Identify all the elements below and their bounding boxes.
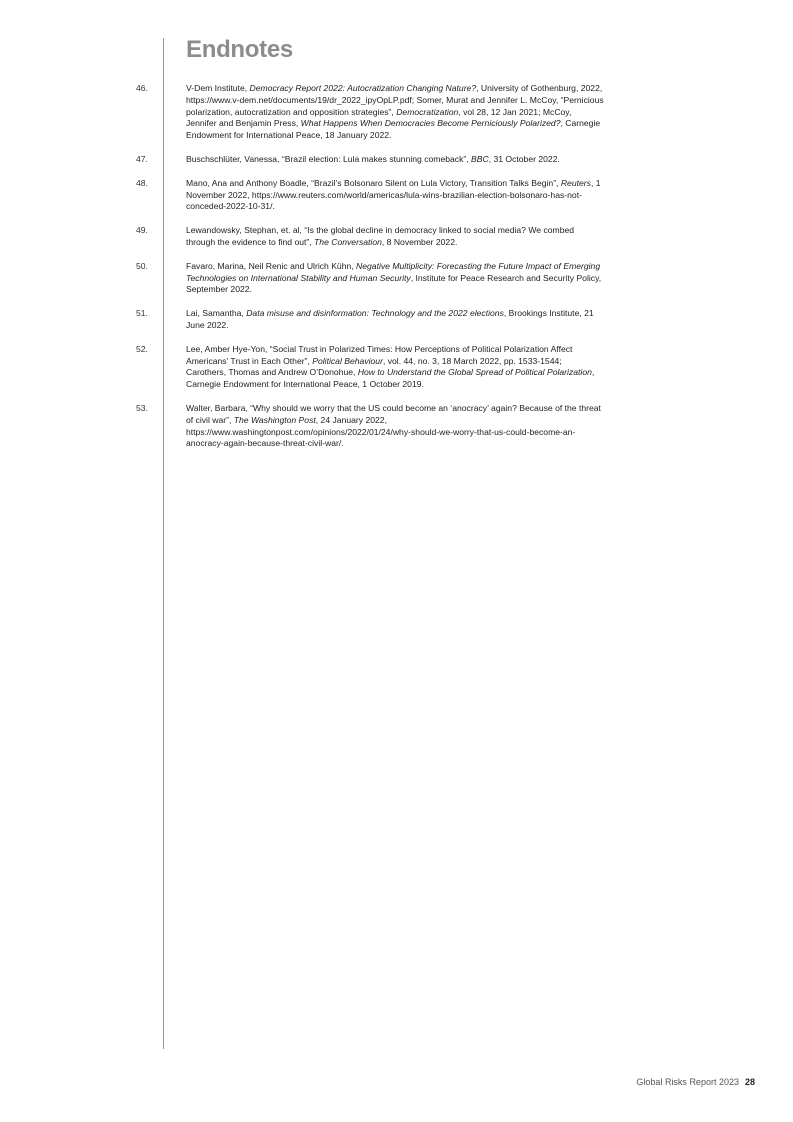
endnote-item: [0, 308, 793, 332]
endnote-segment: , 1 November 2022, https://www.reuters.com/world/americas/lula-wins-brazilian-election-bolsonaro-has-not-conceded-2022-10-31/.: [186, 177, 601, 212]
page-footer: [636, 1076, 755, 1088]
endnote-item: [0, 225, 793, 249]
endnote-number: 47.: [136, 153, 148, 164]
endnote-segment: , University of Gothenburg, 2022, https://www.v-dem.net/documents/19/dr_2022_ipyOpLP.pdf; Somer, Murat and Jennifer L. McCoy, “Pernicious polarization, autocratization and opposition strategies”,: [186, 83, 604, 117]
endnote-segment: , vol 28, 12 Jan 2021; McCoy, Jennifer and Benjamin Press,: [186, 106, 572, 129]
endnote-item: [0, 154, 793, 166]
endnote-segment: V-Dem Institute,: [186, 83, 250, 93]
endnote-number: 52.: [136, 343, 148, 354]
endnote-italic-segment: The Conversation: [314, 236, 382, 247]
endnote-italic-segment: Data misuse and disinformation: Technology and the 2022 elections: [246, 308, 504, 319]
footer-report-name: Global Risks Report 2023: [636, 1077, 739, 1087]
endnote-item: [0, 261, 793, 296]
endnotes-list: [0, 83, 793, 462]
endnote-italic-segment: Democratization: [396, 106, 459, 117]
endnote-italic-segment: Negative Multiplicity: Forecasting the Future Impact of Emerging Technologies on International Stability and Human Security: [186, 260, 601, 283]
endnote-segment: Walter, Barbara, “Why should we worry that the US could become an ‘anocracy’ again? Because of the threat of civil war”,: [186, 402, 601, 425]
endnote-text: [186, 154, 604, 166]
endnote-segment: , Brookings Institute, 21 June 2022.: [186, 308, 594, 330]
endnote-italic-segment: The Washington Post: [233, 414, 316, 425]
footer-page-number: 28: [744, 1077, 755, 1087]
endnote-segment: , 31 October 2022.: [488, 153, 560, 164]
endnote-segment: , Carnegie Endowment for International Peace, 18 January 2022.: [186, 118, 601, 141]
endnote-number: 46.: [136, 83, 148, 93]
endnote-italic-segment: Reuters: [560, 177, 591, 188]
endnote-segment: , 24 January 2022, https://www.washingtonpost.com/opinions/2022/01/24/why-should-we-worry-that-us-could-become-an-anocracy-again-because-threat-civil-war/.: [186, 414, 576, 449]
endnote-segment: Lee, Amber Hye-Yon, “Social Trust in Polarized Times: How Perceptions of Political Polarization Affect Americans’ Trust in Each Other”,: [186, 343, 573, 366]
endnote-number: 51.: [136, 308, 148, 319]
endnote-segment: Lewandowsky, Stephan, et. al, “Is the global decline in democracy linked to social media? We combed through the evidence to find out”,: [186, 225, 575, 247]
endnote-item: [0, 403, 793, 450]
endnote-text: [186, 344, 604, 391]
endnote-italic-segment: Political Behaviour: [312, 355, 383, 366]
endnote-number: 50.: [136, 260, 148, 271]
endnote-number: 48.: [136, 177, 148, 188]
endnote-text: [186, 225, 604, 249]
endnote-segment: , Carnegie Endowment for International Peace, 1 October 2019.: [186, 367, 595, 390]
endnote-item: [0, 344, 793, 391]
endnote-text: [186, 308, 604, 332]
endnote-item: [0, 83, 793, 142]
endnote-text: [186, 83, 604, 142]
endnote-segment: Buschschlüter, Vanessa, “Brazil election: Lula makes stunning comeback”,: [186, 153, 472, 164]
endnote-number: 49.: [136, 225, 148, 236]
endnote-segment: Mano, Ana and Anthony Boadle, “Brazil’s Bolsonaro Silent on Lula Victory, Transition Talks Begin”,: [186, 177, 561, 188]
endnote-text: [186, 178, 604, 213]
endnote-item: [0, 178, 793, 213]
endnote-italic-segment: How to Understand the Global Spread of Political Polarization: [357, 367, 592, 378]
endnote-segment: , 8 November 2022.: [381, 236, 458, 247]
page-title: Endnotes: [186, 36, 293, 63]
endnote-segment: , vol. 44, no. 3, 18 March 2022, pp. 1533-1544; Carothers, Thomas and Andrew O’Donohue,: [186, 355, 562, 378]
endnote-segment: , Institute for Peace Research and Security Policy, September 2022.: [186, 272, 602, 295]
endnote-text: [186, 403, 604, 450]
endnote-segment: Favaro, Marina, Neil Renic and Ulrich Kühn,: [186, 260, 357, 271]
endnote-number: 53.: [136, 402, 148, 413]
endnote-italic-segment: Democracy Report 2022: Autocratization Changing Nature?: [249, 83, 477, 93]
endnote-text: [186, 261, 604, 296]
endnote-segment: Lai, Samantha,: [186, 308, 247, 319]
endnote-italic-segment: BBC: [471, 153, 489, 164]
endnote-italic-segment: What Happens When Democracies Become Perniciously Polarized?: [300, 118, 561, 129]
